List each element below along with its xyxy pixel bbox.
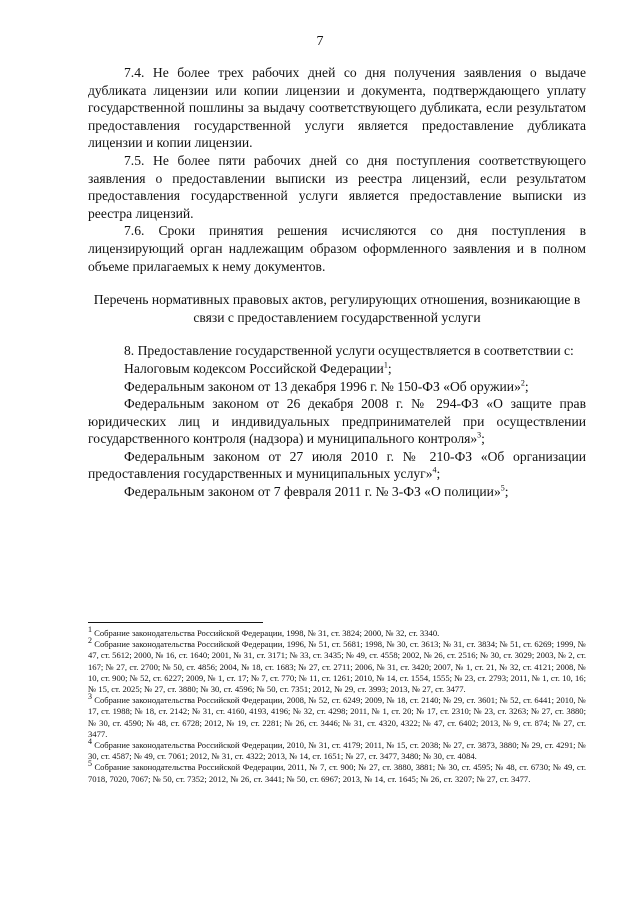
section-heading: Перечень нормативных правовых актов, регулирующих отношения, возникающие в связи с предоставлением государственной услуги bbox=[93, 292, 581, 325]
paragraph-7-6: 7.6. Сроки принятия решения исчисляются со дня поступления в лицензирующий орган надлежащим образом оформленного заявления и в полном объеме прилагаемых к нему документов. bbox=[88, 223, 586, 274]
law-terminator: ; bbox=[524, 378, 529, 394]
footnote-text: Собрание законодательства Российской Федерации, 2008, № 52, ст. 6249; 2009, № 18, ст. 2140; № 29, ст. 3601; № 52, ст. 6441; 2010, № 17, ст. 1988; № 18, ст. 2142; № 31, ст. 4160, 4193, 4196; № 32, ст. 4298; 2011, № 1, ст. 20; № 17, ст. 2310; № 23, ст. 3263; № 27, ст. 3880; № 30, ст. 4590; № 48, ст. 6728; 2012, № 19, ст. 2281; № 26, ст. 3446; № 31, ст. 4320, 4322; № 47, ст. 6402; 2013, № 9, ст. 874; № 27, ст. 3477. bbox=[88, 695, 586, 739]
footnote-number: 5 bbox=[88, 759, 92, 769]
footnote-mark: 2 bbox=[520, 377, 525, 387]
footnote-mark: 4 bbox=[432, 465, 437, 475]
law-terminator: ; bbox=[481, 431, 485, 447]
footnote-number: 3 bbox=[88, 692, 92, 702]
law-item-business-protection bbox=[88, 395, 586, 448]
law-text: Федеральным законом от 13 декабря 1996 г. № 150-ФЗ «Об оружии» bbox=[124, 378, 521, 394]
footnote-number: 2 bbox=[88, 636, 92, 646]
footnote-divider bbox=[88, 622, 263, 623]
law-item-public-services bbox=[88, 448, 586, 483]
footnote-text: Собрание законодательства Российской Федерации, 1996, № 51, ст. 5681; 1998, № 30, ст. 3613; № 31, ст. 3834; № 51, ст. 6269; 1999, № 47, ст. 5612; 2000, № 16, ст. 1640; 2001, № 31, ст. 3171; № 33, ст. 3435; № 49, ст. 4558; 2002, № 26, ст. 2516; № 30, ст. 3029; 2003, № 2, ст. 167; № 27, ст. 2700; № 50, ст. 4856; 2004, № 18, ст. 1683; № 27, ст. 2711; 2006, № 31, ст. 3420; 2007, № 1, ст. 21, № 32, ст. 4121; 2008, № 10, ст. 900; № 52, ст. 6227; 2009, № 1, ст. 17; № 7, ст. 770; № 11, ст. 1261; 2010, № 14, ст. 1554, 1555; № 23, ст. 2793; 2011, № 1, ст. 10, 16; № 15, ст. 2025; № 27, ст. 3880; № 30, ст. 4596; № 50, ст. 7351; 2012, № 29, ст. 3993; 2013, № 27, ст. 3477. bbox=[88, 639, 586, 695]
law-text: Налоговым кодексом Российской Федерации bbox=[124, 360, 384, 376]
paragraph-7-4: 7.4. Не более трех рабочих дней со дня получения заявления о выдаче дубликата лицензии или копии лицензии и документа, подтверждающего уплату государственной пошлины за выдачу соответствующего дубликата, если результатом предоставления государственной услуги является предоставление дубликата лицензии и копии лицензии. bbox=[88, 65, 586, 151]
footnote-mark: 1 bbox=[383, 360, 388, 370]
law-terminator: ; bbox=[387, 360, 392, 376]
footnote-text: Собрание законодательства Российской Федерации, 2011, № 7, ст. 900; № 27, ст. 3880, 3881; № 30, ст. 4595; № 48, ст. 6730; № 49, ст. 7018, 7020, 7067; № 50, ст. 7352; 2012, № 26, ст. 3441; № 50, ст. 6967; 2013, № 14, ст. 1645; № 26, ст. 3207; № 27, ст. 3477. bbox=[88, 762, 586, 784]
footnote-number: 4 bbox=[88, 737, 92, 747]
footnote-4 bbox=[88, 737, 586, 762]
footnotes bbox=[88, 625, 586, 785]
law-terminator: ; bbox=[504, 484, 509, 500]
document-body bbox=[88, 64, 586, 501]
law-item-tax-code bbox=[88, 360, 586, 378]
footnote-number: 1 bbox=[88, 625, 92, 635]
law-text: Федеральным законом от 27 июля 2010 г. № 210-ФЗ «Об организации предоставления государственных и муниципальных услуг» bbox=[88, 448, 586, 482]
law-terminator: ; bbox=[436, 466, 441, 482]
law-item-police bbox=[88, 483, 586, 501]
page-number: 7 bbox=[316, 34, 324, 49]
paragraph-7-5: 7.5. Не более пяти рабочих дней со дня поступления соответствующего заявления о предоставлении выписки из реестра лицензий, если результатом предоставления государственной услуги является предоставление выписки из реестра лицензий. bbox=[88, 152, 586, 221]
law-item-weapons bbox=[88, 378, 586, 396]
footnote-text: Собрание законодательства Российской Федерации, 1998, № 31, ст. 3824; 2000, № 32, ст. 3340. bbox=[94, 628, 440, 638]
footnote-3 bbox=[88, 692, 586, 740]
footnote-mark: 5 bbox=[500, 483, 505, 493]
footnote-mark: 3 bbox=[477, 430, 482, 440]
paragraph-8: 8. Предоставление государственной услуги осуществляется в соответствии с: bbox=[124, 343, 574, 359]
footnote-text: Собрание законодательства Российской Федерации, 2010, № 31, ст. 4179; 2011, № 15, ст. 2038; № 27, ст. 3873, 3880; № 29, ст. 4291; № 30, ст. 4587; № 49, ст. 7061; 2012, № 31, ст. 4322; 2013, № 14, ст. 1651; № 27, ст. 3477, 3480; № 30, ст. 4084. bbox=[88, 740, 586, 762]
footnote-1 bbox=[88, 625, 586, 639]
law-text: Федеральным законом от 7 февраля 2011 г. № 3-ФЗ «О полиции» bbox=[124, 484, 501, 500]
footnote-5 bbox=[88, 759, 586, 784]
law-text: Федеральным законом от 26 декабря 2008 г. № 294-ФЗ «О защите прав юридических лиц и индивидуальных предпринимателей при осуществлении государственного контроля (надзора) и муниципального контроля» bbox=[88, 396, 586, 447]
footnote-2 bbox=[88, 636, 586, 695]
